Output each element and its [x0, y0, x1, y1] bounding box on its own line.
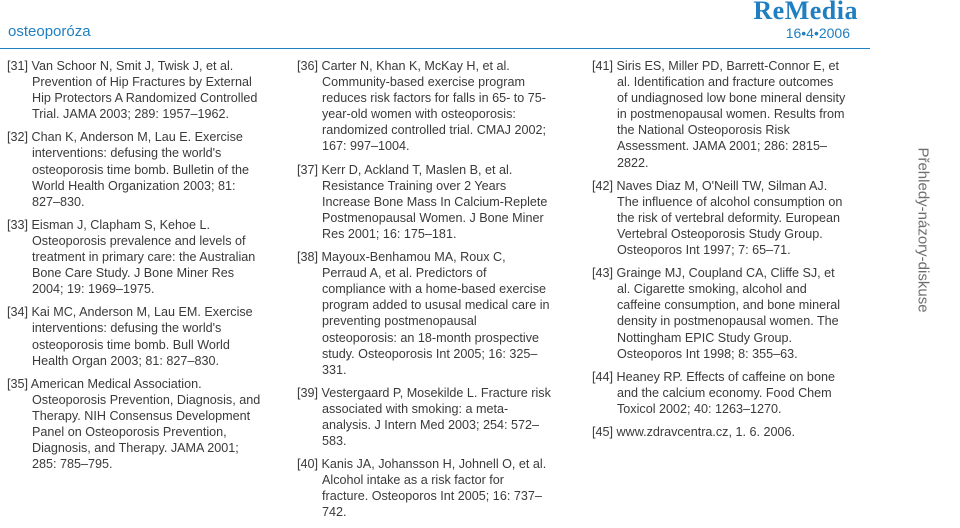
reference-37: [37] Kerr D, Ackland T, Maslen B, et al. Resistance Training over 2 Years Increase Bone Mass In Calcium-Replete Postmenopausal Women. J Bone Miner Res 2001; 16: 175–181.: [297, 162, 548, 241]
issue-number: 16•4•2006: [785, 25, 850, 41]
reference-42: [42] Naves Diaz M, O'Neill TW, Silman AJ. The influence of alcohol consumption on the risk of vertebral deformity. European Vertebral Osteoporosis Study Group. Osteoporos Int 1997; 7: 65–71.: [592, 178, 843, 258]
reference-45: [45] www.zdravcentra.cz, 1. 6. 2006.: [592, 424, 796, 439]
page-header: [0, 0, 960, 50]
reference-44: [44] Heaney RP. Effects of caffeine on bone and the calcium economy. Food Chem Toxicol 2002; 40: 1263–1270.: [592, 369, 835, 416]
reference-41: [41] Siris ES, Miller PD, Barrett-Connor E, et al. Identification and fracture outcomes of undiagnosed low bone mineral density in postmenopausal women. Results from the National Osteoporosis Risk Assessment. JAMA 2001; 286: 2815–2822.: [592, 59, 846, 170]
reference-38: [38] Mayoux-Benhamou MA, Roux C, Perraud A, et al. Predictors of compliance with a home-based exercise program added to ususal medical care in preventing postmenopausal osteoporosis: an 18-month prospective study. Osteoporosis Int 2005; 16: 325–331.: [297, 250, 550, 377]
side-label-text: Přehledy-názory-diskuse: [914, 147, 932, 313]
reference-32: [32] Chan K, Anderson M, Lau E. Exercise interventions: defusing the world's osteoporosis time bomb. Bulletin of the World Health Organization 2003; 81: 827–830.: [7, 130, 250, 209]
reference-33: [33] Eisman J, Clapham S, Kehoe L. Osteoporosis prevalence and levels of treatment in primary care: the Australian Bone Care Study. J Bone Miner Res 2004; 19: 1969–1975.: [7, 217, 256, 297]
reference-34: [34] Kai MC, Anderson M, Lau EM. Exercise interventions: defusing the world's osteoporosis time bomb. Bull World Health Organ 2003; 81: 827–830.: [7, 305, 253, 368]
references-column-2: [297, 58, 552, 528]
references-column-3: [592, 58, 847, 447]
reference-31: [31] Van Schoor N, Smit J, Twisk J, et al. Prevention of Hip Fractures by External Hip Protectors A Randomized Controlled Trial. JAMA 2003; 289: 1957–1962.: [7, 59, 258, 122]
reference-40: [40] Kanis JA, Johansson H, Johnell O, et al. Alcohol intake as a risk factor for fracture. Osteoporos Int 2005; 16: 737–742.: [297, 457, 547, 520]
side-section-label: [908, 60, 938, 400]
header-divider: [0, 48, 870, 49]
section-title: osteoporóza: [8, 23, 91, 40]
reference-43: [43] Grainge MJ, Coupland CA, Cliffe SJ, et al. Cigarette smoking, alcohol and caffeine consumption, and bone mineral density in postmenopausal women. The Nottingham EPIC Study Group. Osteoporos Int 1998; 8: 355–63.: [592, 266, 841, 361]
journal-logo: ReMedia: [753, 0, 858, 25]
reference-39: [39] Vestergaard P, Mosekilde L. Fracture risk associated with smoking: a meta-analysis. J Intern Med 2003; 254: 572–583.: [297, 385, 551, 449]
reference-36: [36] Carter N, Khan K, McKay H, et al. Community-based exercise program reduces risk factors for falls in 65- to 75-year-old women with osteoporosis: randomized controlled trial. CMAJ 2002; 167: 997–1004.: [297, 59, 546, 154]
reference-35: [35] American Medical Association. Osteoporosis Prevention, Diagnosis, and Therapy. NIH Consensus Development Panel on Osteoporosis Prevention, Diagnosis, and Therapy. JAMA 2001; 285: 785–795.: [7, 376, 261, 472]
references-column-1: [7, 58, 262, 479]
